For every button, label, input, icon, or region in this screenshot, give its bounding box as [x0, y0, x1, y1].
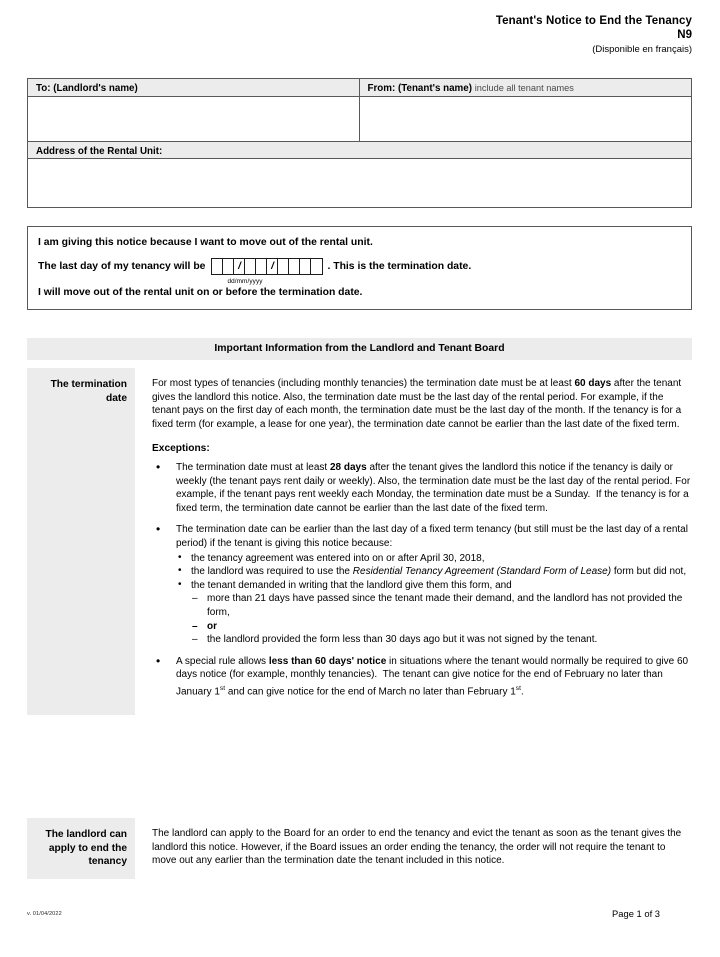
section-termination-date — [27, 368, 692, 715]
dash-item-21-days: – more than 21 days have passed since the tenant made their demand, and the landlord has not provided the form, — [191, 592, 692, 619]
french-availability-note: (Disponible en français) — [592, 44, 692, 55]
tenant-name-label — [360, 79, 692, 97]
rental-address-label — [28, 141, 691, 159]
or-connector: – or — [191, 620, 692, 634]
date-format-hint: dd/mm/yyyy — [227, 278, 263, 285]
sub-item-tenant-demanded — [176, 579, 692, 647]
date-separator-2: / — [267, 259, 278, 274]
tenant-demanded-text: the tenant demanded in writing that the landlord give them this form, and — [191, 579, 512, 591]
exception-fixed-term-intro: The termination date can be earlier than the last day of a fixed term tenancy (but still must be the last day of a rental period) if the tenant is giving this notice because: — [176, 524, 688, 549]
tenant-cell — [360, 79, 692, 141]
date-cell-y1[interactable] — [278, 259, 289, 274]
fixed-term-sublist — [176, 552, 692, 647]
sub-item-agreement-date: • the tenancy agreement was entered into on or after April 30, 2018, — [176, 552, 692, 566]
standard-lease-text-after: form but did not, — [611, 566, 687, 578]
date-cell-d1[interactable] — [212, 259, 223, 274]
standard-lease-italic-title: Residential Tenancy Agreement (Standard Form of Lease) — [352, 566, 612, 578]
date-cell-y4[interactable] — [311, 259, 322, 274]
notice-declaration-box — [27, 226, 692, 310]
party-information-table — [27, 78, 692, 208]
bold-28-days: 28 days — [329, 461, 367, 473]
ordinal-suffix-february: st — [515, 684, 521, 692]
exception-item-special-rule: • A special rule allows less than 60 days' notice in situations where the tenant would normally be required to give 60 days notice (for example, monthly tenancies). The tenant can give notice for the end of February no later than January 1st and can give notice for the end of March no later than February 1st. — [152, 655, 692, 699]
exceptions-list — [152, 461, 692, 699]
page-title: Tenant's Notice to End the Tenancy — [495, 15, 692, 27]
standard-lease-text-before: the landlord was required to use the — [191, 566, 353, 578]
ordinal-suffix-january: st — [219, 684, 226, 692]
tenant-name-hint: include all tenant names — [474, 83, 574, 93]
rental-address-label-text: Address of the Rental Unit: — [36, 146, 163, 157]
form-code: N9 — [677, 29, 692, 41]
date-cell-m2[interactable] — [256, 259, 267, 274]
tenant-name-input[interactable] — [360, 97, 692, 141]
section-landlord-apply-label: The landlord can apply to end the tenancy — [27, 818, 135, 879]
footer-page-number: Page 1 of 3 — [612, 908, 660, 919]
landlord-name-label — [28, 79, 359, 97]
dash-item-30-days: – the landlord provided the form less than 30 days ago but it was not signed by the tenant. — [191, 633, 692, 647]
section-landlord-apply-body — [135, 818, 692, 879]
exceptions-heading: Exceptions: — [152, 443, 210, 455]
landlord-cell — [28, 79, 360, 141]
date-cell-m1[interactable] — [245, 259, 256, 274]
termination-date-paragraph: For most types of tenancies (including monthly tenancies) the termination date must be at least 60 days after the tenant gives the landlord this notice. Also, the termination date must be the last day of the rental period. For example, if the tenant pays on the first day of each month, the termination date must be the last day of the month. If the tenancy is for a fixed term (for example, a lease for one year), the termination date cannot be earlier than the last date of the fixed term. — [152, 378, 682, 430]
tenant-name-label-text: From: (Tenant's name) — [367, 83, 472, 94]
bold-60-days: 60 days — [574, 378, 612, 389]
notice-statement-3: I will move out of the rental unit on or before the termination date. — [38, 287, 363, 298]
termination-date-prefix: The last day of my tenancy will be — [38, 261, 206, 272]
date-separator-1: / — [234, 259, 245, 274]
termination-date-field[interactable] — [211, 258, 323, 285]
section-landlord-apply — [27, 818, 692, 879]
party-header-row — [28, 79, 691, 141]
rental-address-input[interactable] — [28, 159, 691, 207]
exception-item-28-days: • The termination date must at least 28 days after the tenant gives the landlord this notice if the tenancy is daily or weekly (the tenant pays rent daily or weekly). Also, the termination date must be the last day of the rental period. For example, if the tenant pays rent weekly each Monday, the termination date must be a Sunday. If the tenancy is for a fixed term, the termination date cannot be earlier than the last date of the fixed term. — [152, 461, 692, 515]
exception-item-fixed-term — [152, 523, 692, 646]
date-cell-d2[interactable] — [223, 259, 234, 274]
date-cell-y2[interactable] — [289, 259, 300, 274]
landlord-name-label-text: To: (Landlord's name) — [36, 83, 138, 94]
termination-date-boxes[interactable] — [211, 258, 323, 275]
tenant-demanded-dashlist — [191, 592, 692, 646]
landlord-apply-paragraph: The landlord can apply to the Board for an order to end the tenancy and evict the tenant as soon as the tenant gives the landlord this notice. However, if the Board issues an order ending the tenancy, the order will not require the tenant to move out any earlier than the termination date the tenant included in this notice. — [152, 828, 682, 867]
termination-date-suffix: . This is the termination date. — [327, 261, 472, 272]
landlord-name-input[interactable] — [28, 97, 359, 141]
section-termination-date-label: The termination date — [27, 368, 135, 715]
footer-version: v. 01/04/2022 — [27, 911, 62, 917]
important-information-banner: Important Information from the Landlord and Tenant Board — [27, 338, 692, 360]
sub-item-standard-lease — [176, 565, 692, 579]
bold-less-than-60-days: less than 60 days' notice — [268, 655, 387, 667]
date-cell-y3[interactable] — [300, 259, 311, 274]
notice-statement-1: I am giving this notice because I want to move out of the rental unit. — [38, 237, 373, 248]
document-title-block — [496, 14, 692, 57]
notice-statement-2 — [38, 258, 691, 285]
section-termination-date-body — [135, 368, 692, 715]
